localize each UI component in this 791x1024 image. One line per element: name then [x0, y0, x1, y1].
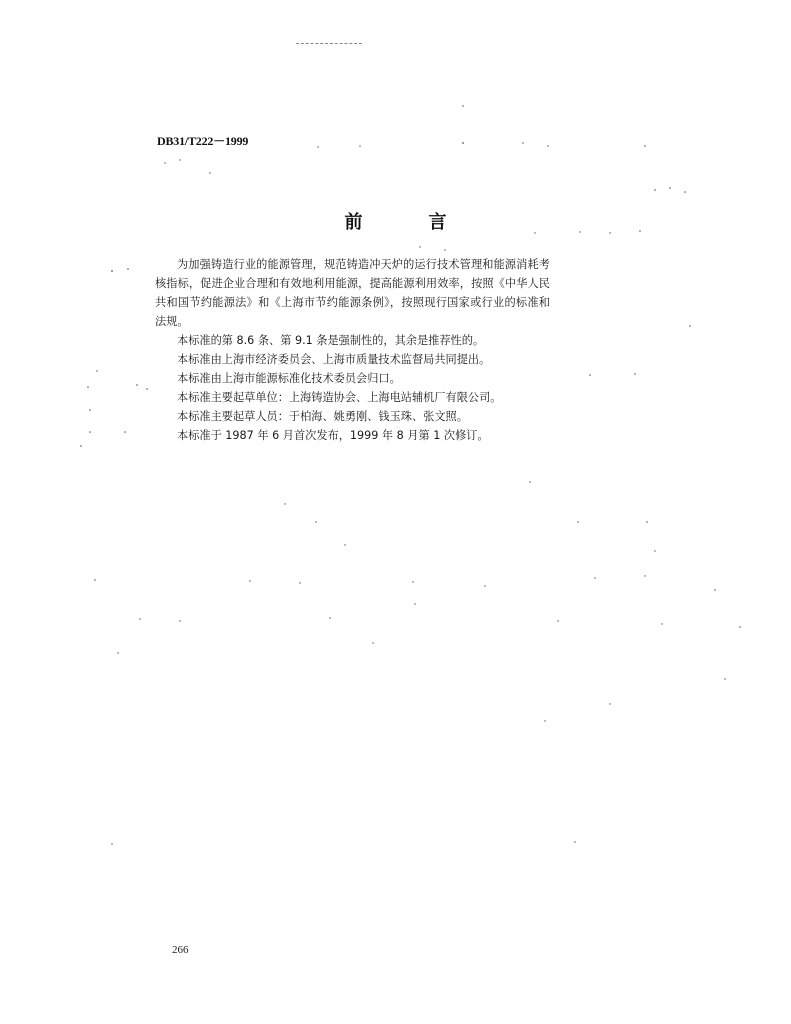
preface-paragraph: 本标准于 1987 年 6 月首次发布，1999 年 8 月第 1 次修订。 — [177, 429, 489, 442]
preface-paragraph: 本标准主要起草单位：上海铸造协会、上海电站辅机厂有限公司。 — [177, 391, 502, 404]
preface-paragraph: 本标准主要起草人员：于柏海、姚勇刚、钱玉珠、张文照。 — [177, 410, 468, 423]
standard-code: DB31/T222－1999 — [157, 134, 249, 148]
page-number: 266 — [172, 944, 189, 956]
title-char-1: 前 — [344, 212, 363, 233]
preface-paragraph: 本标准由上海市经济委员会、上海市质量技术监督局共同提出。 — [177, 353, 491, 366]
preface-paragraph: 为加强铸造行业的能源管理，规范铸造冲天炉的运行技术管理和能源消耗考核指标，促进企业合理和有效地利用能源，提高能源利用效率，按照《中华人民共和国节约能源法》和《上海市节约能源条例》，按照现行国家或行业的标准和法规。 — [155, 258, 550, 328]
preface-paragraph: 本标准的第 8.6 条、第 9.1 条是强制性的，其余是推荐性的。 — [177, 334, 485, 347]
scan-artifact-dashes — [296, 43, 362, 44]
preface-paragraph: 本标准由上海市能源标准化技术委员会归口。 — [177, 372, 401, 385]
page-title — [0, 208, 791, 234]
title-char-2: 言 — [428, 212, 447, 233]
preface-body — [155, 255, 550, 445]
